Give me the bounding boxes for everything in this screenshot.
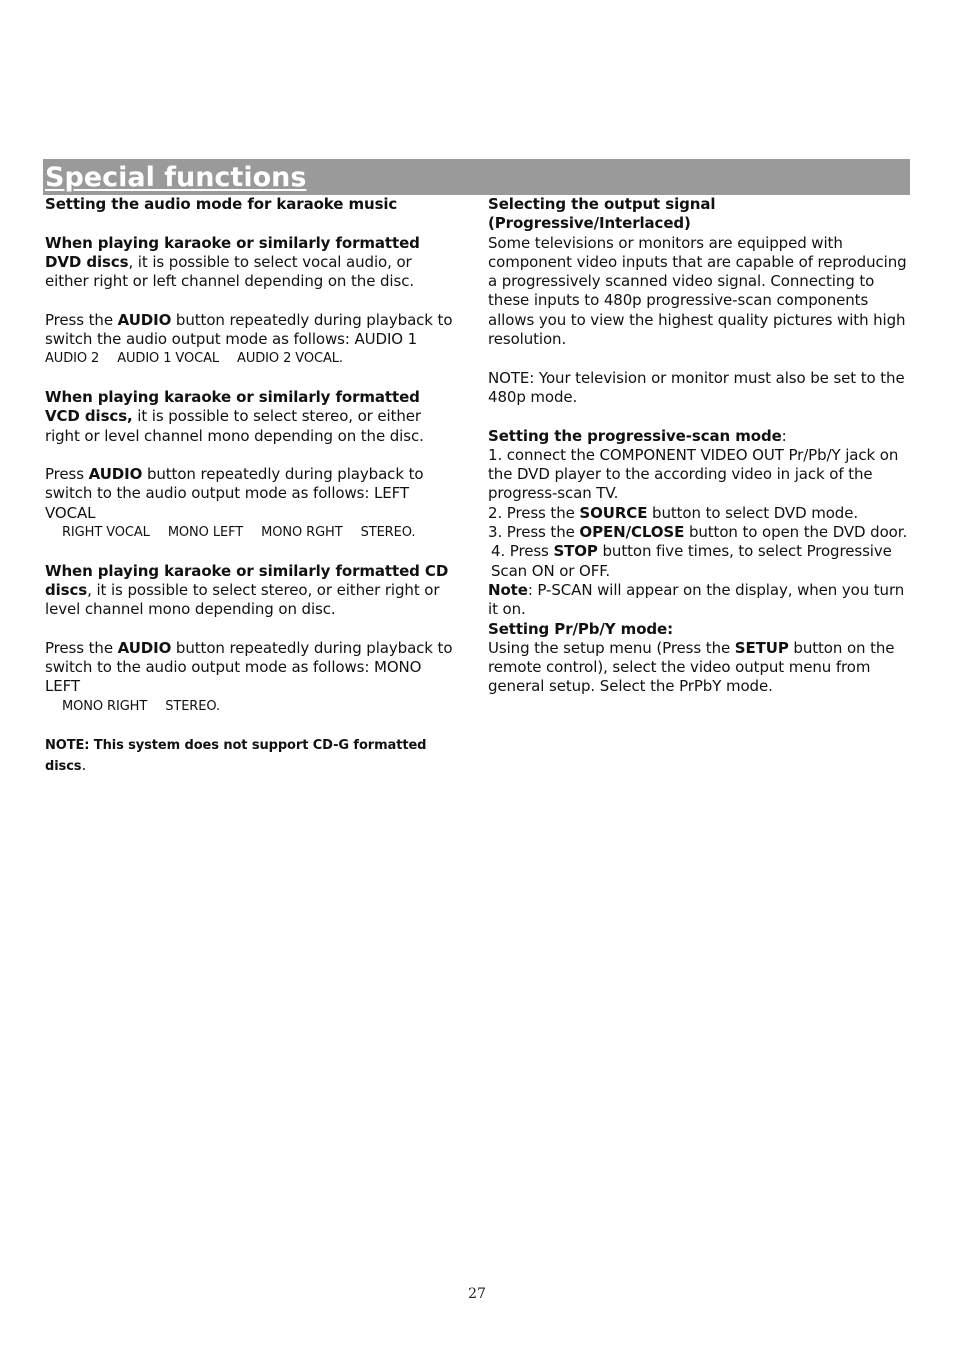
step-1: 1. connect the COMPONENT VIDEO OUT Pr/Pb/Y jack on the DVD player to the according video in jack of the progress-scan TV. (488, 445, 899, 503)
pscan-heading: Setting the progressive-scan mode: (488, 426, 787, 445)
setup-instructions: Using the setup menu (Press the SETUP button on the remote control), select the video output menu from general setup. Select the PrPbY mode. (488, 638, 895, 696)
step-4: 4. Press STOP button five times, to select Progressive Scan ON or OFF. (491, 542, 892, 580)
section-header-bar (43, 159, 910, 195)
dvd-instructions: Press the AUDIO button repeatedly during playback to switch the audio output mode as follows: AUDIO 1 (45, 310, 453, 349)
cd-instructions: Press the AUDIO button repeatedly during playback to switch to the audio output mode as follows: MONO LEFT (45, 638, 453, 696)
step-3: 3. Press the OPEN/CLOSE button to open the DVD door. (488, 523, 908, 542)
step-2: 2. Press the SOURCE button to select DVD mode. (488, 503, 859, 522)
output-signal-intro: Some televisions or monitors are equipped with component video inputs that are capable of reproducing a progressively scanned video signal. Connecting to these inputs to 480p progressive-scan components allows you to view the highest quality pictures with high resolution. (488, 233, 907, 349)
dvd-mode-sequence: AUDIO 2 AUDIO 1 VOCAL AUDIO 2 VOCAL. (45, 351, 343, 367)
page-title: Special functions (45, 162, 307, 193)
cdg-note: NOTE: This system does not support CD-G formatted discs. (45, 738, 427, 774)
left-column (45, 195, 453, 776)
pscan-display-note: Note: P-SCAN will appear on the display, when you turn it on. (488, 580, 905, 619)
output-signal-heading: Selecting the output signal (Progressive/Interlaced) (488, 195, 716, 233)
cd-mode-sequence: MONO RIGHT STEREO. (62, 698, 220, 714)
stop-button-label: STOP (553, 542, 598, 561)
vcd-mode-sequence: RIGHT VOCAL MONO LEFT MONO RGHT STEREO. (62, 525, 416, 541)
vcd-paragraph: When playing karaoke or similarly formatted VCD discs, it is possible to select stereo, or either right or level channel mono depending on the disc. (45, 387, 424, 445)
setup-button-label: SETUP (734, 638, 789, 657)
vcd-instructions: Press AUDIO button repeatedly during playback to switch to the audio output mode as follows: LEFT VOCAL (45, 465, 424, 522)
prpby-heading: Setting Pr/Pb/Y mode: (488, 619, 674, 638)
cd-paragraph: When playing karaoke or similarly formatted CD discs, it is possible to select stereo, or either right or level channel mono depending on disc. (45, 561, 449, 619)
tv-480p-note: NOTE: Your television or monitor must also be set to the 480p mode. (488, 368, 905, 406)
dvd-paragraph: When playing karaoke or similarly formatted DVD discs, it is possible to select vocal audio, or either right or left channel depending on the disc. (45, 233, 420, 291)
page-number: 27 (468, 1286, 486, 1302)
karaoke-heading: Setting the audio mode for karaoke music (45, 195, 398, 213)
audio-button-label: AUDIO (117, 310, 172, 329)
right-column (488, 195, 913, 697)
source-button-label: SOURCE (579, 503, 648, 522)
audio-button-label: AUDIO (117, 638, 172, 657)
audio-button-label: AUDIO (88, 465, 143, 484)
open-close-button-label: OPEN/CLOSE (579, 523, 685, 542)
